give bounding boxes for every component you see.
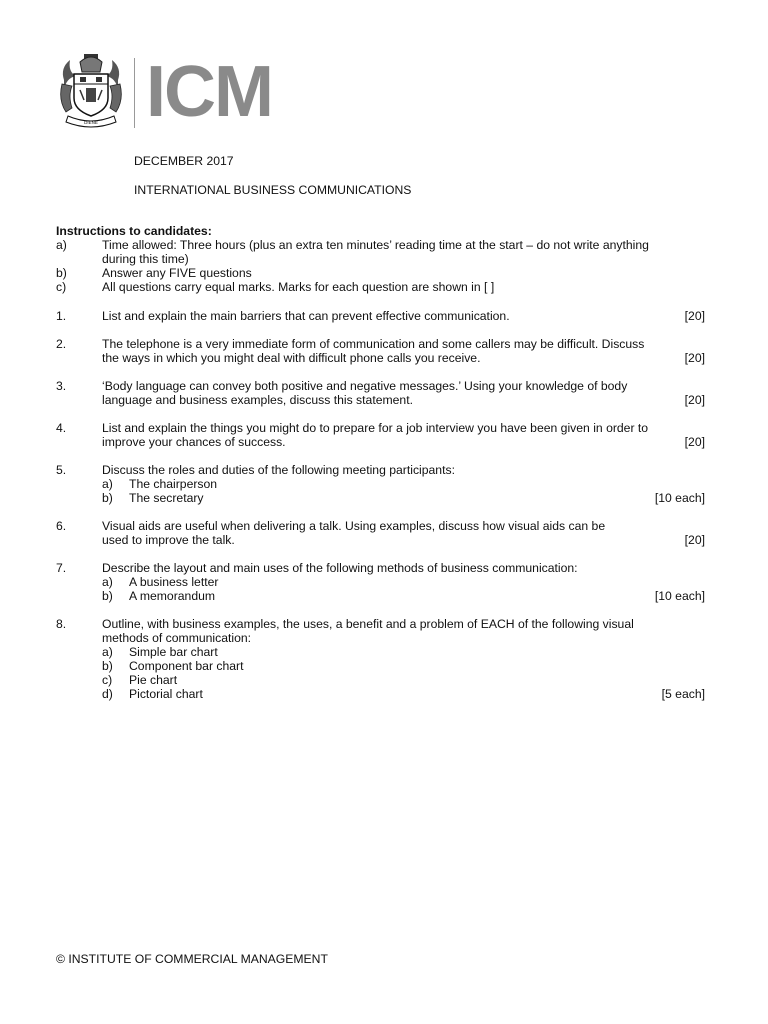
question-text: Outline, with business examples, the uses, a benefit and a problem of EACH of the following visual bbox=[102, 617, 634, 631]
logo-divider bbox=[134, 58, 135, 128]
question-text: ‘Body language can convey both positive and negative messages.’ Using your knowledge of body bbox=[102, 379, 628, 393]
sub-item-letter: b) bbox=[102, 589, 113, 603]
question-text: language and business examples, discuss this statement. bbox=[102, 393, 413, 407]
sub-item-text: Simple bar chart bbox=[129, 645, 218, 659]
sub-item-text: The secretary bbox=[129, 491, 204, 505]
instruction-letter: c) bbox=[56, 280, 67, 294]
question-number: 2. bbox=[56, 337, 67, 351]
copyright-footer: © INSTITUTE OF COMMERCIAL MANAGEMENT bbox=[56, 952, 328, 966]
sub-item-letter: b) bbox=[102, 659, 113, 673]
question-marks: [20] bbox=[684, 393, 705, 407]
sub-item-text: The chairperson bbox=[129, 477, 218, 491]
instruction-text: All questions carry equal marks. Marks for each question are shown in [ ] bbox=[102, 280, 495, 294]
question-text: Discuss the roles and duties of the following meeting participants: bbox=[102, 463, 455, 477]
question-marks: [10 each] bbox=[654, 589, 705, 603]
question-marks: [20] bbox=[684, 435, 705, 449]
instruction-letter: a) bbox=[56, 238, 67, 252]
question-text: improve your chances of success. bbox=[102, 435, 286, 449]
question-text: List and explain the main barriers that can prevent effective communication. bbox=[102, 309, 510, 323]
question-number: 7. bbox=[56, 561, 67, 575]
question-marks: [20] bbox=[684, 351, 705, 365]
question-text: The telephone is a very immediate form of communication and some callers may be difficult. Discuss bbox=[102, 337, 645, 351]
svg-text:DIENE: DIENE bbox=[84, 120, 98, 125]
sub-item-text: Component bar chart bbox=[129, 659, 244, 673]
sub-item-text: A business letter bbox=[129, 575, 219, 589]
question-text: Visual aids are useful when delivering a talk. Using examples, discuss how visual aids can be bbox=[102, 519, 606, 533]
icm-logo-text: ICM bbox=[146, 52, 272, 132]
exam-subject: INTERNATIONAL BUSINESS COMMUNICATIONS bbox=[134, 183, 412, 197]
sub-item-letter: a) bbox=[102, 477, 113, 491]
question-number: 6. bbox=[56, 519, 67, 533]
crest-logo bbox=[58, 50, 124, 130]
instruction-text: Time allowed: Three hours (plus an extra ten minutes’ reading time at the start – do not write anything bbox=[102, 238, 649, 252]
question-text: List and explain the things you might do to prepare for a job interview you have been given in order to bbox=[102, 421, 649, 435]
question-number: 3. bbox=[56, 379, 67, 393]
question-text: the ways in which you might deal with difficult phone calls you receive. bbox=[102, 351, 481, 365]
sub-item-letter: c) bbox=[102, 673, 113, 687]
exam-date: DECEMBER 2017 bbox=[134, 154, 234, 168]
sub-item-letter: a) bbox=[102, 575, 113, 589]
sub-item-text: Pictorial chart bbox=[129, 687, 203, 701]
instruction-text: Answer any FIVE questions bbox=[102, 266, 252, 280]
question-marks: [20] bbox=[684, 309, 705, 323]
sub-item-text: A memorandum bbox=[129, 589, 216, 603]
question-number: 4. bbox=[56, 421, 67, 435]
question-number: 5. bbox=[56, 463, 67, 477]
question-text: Describe the layout and main uses of the following methods of business communication: bbox=[102, 561, 578, 575]
sub-item-letter: a) bbox=[102, 645, 113, 659]
question-text: used to improve the talk. bbox=[102, 533, 235, 547]
sub-item-text: Pie chart bbox=[129, 673, 178, 687]
question-number: 1. bbox=[56, 309, 67, 323]
sub-item-letter: b) bbox=[102, 491, 113, 505]
question-number: 8. bbox=[56, 617, 67, 631]
instruction-letter: b) bbox=[56, 266, 67, 280]
instructions-title: Instructions to candidates: bbox=[56, 224, 212, 238]
sub-item-letter: d) bbox=[102, 687, 113, 701]
question-marks: [20] bbox=[684, 533, 705, 547]
question-text: methods of communication: bbox=[102, 631, 252, 645]
question-marks: [10 each] bbox=[654, 491, 705, 505]
question-marks: [5 each] bbox=[661, 687, 705, 701]
instruction-text: during this time) bbox=[102, 252, 189, 266]
